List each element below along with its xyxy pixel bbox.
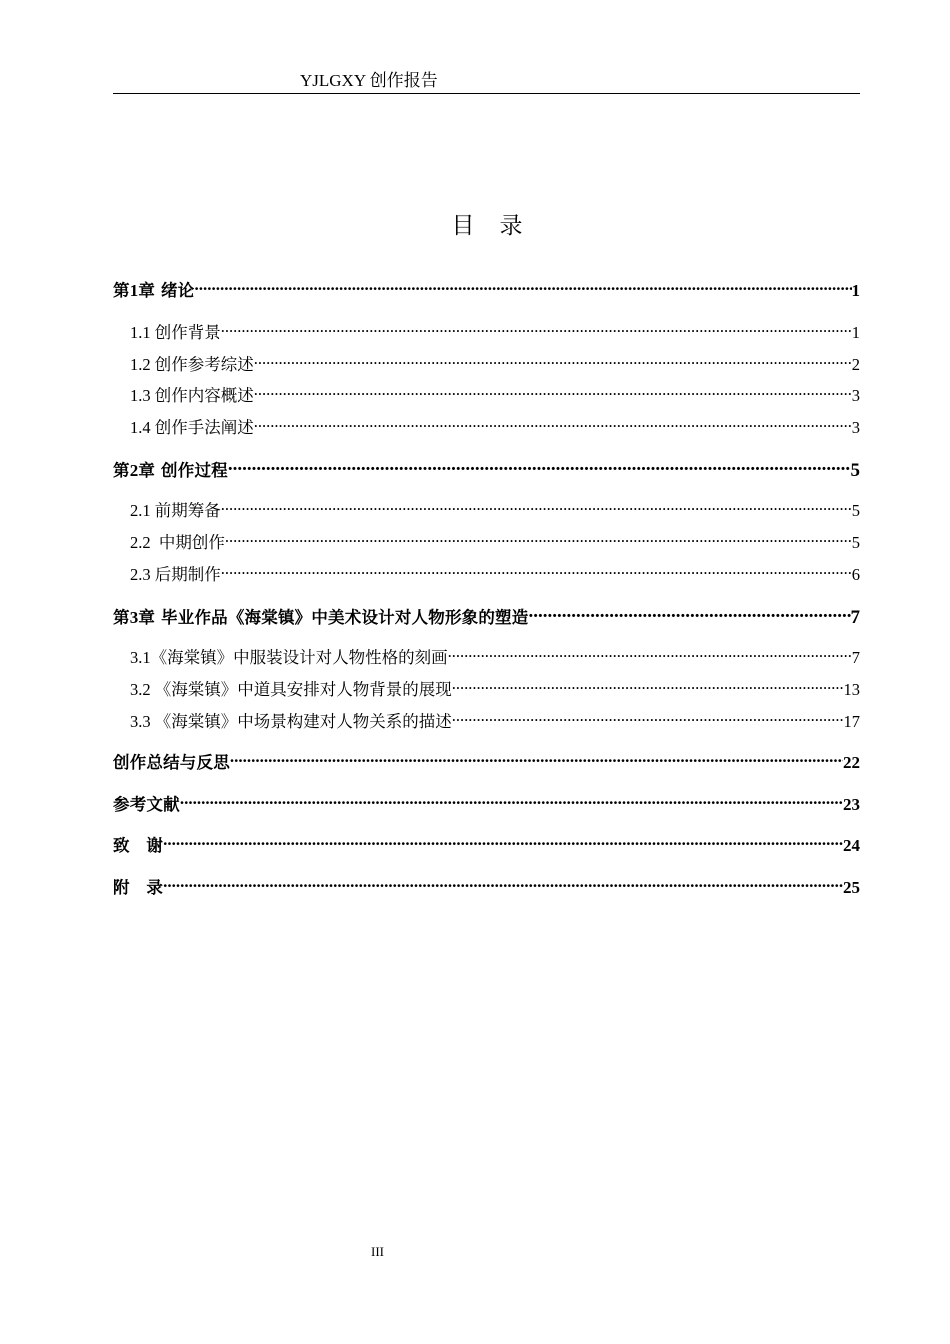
toc-title: 目 录 <box>451 213 524 239</box>
toc-page-number: 5 <box>851 500 860 520</box>
toc-entry-label: 致 谢 <box>113 836 164 855</box>
toc-entry-1-3[interactable] <box>130 384 860 407</box>
toc-entry-acknowledgements[interactable] <box>113 834 860 857</box>
toc-entry-label: 第1章 绪论 <box>113 281 195 300</box>
toc-page-number: 1 <box>851 281 860 300</box>
toc-leader-dots <box>221 499 852 516</box>
toc-entry-3-2[interactable] <box>130 678 860 701</box>
toc-entry-label: 2.1 前期筹备 <box>130 500 221 520</box>
toc-entry-label: 第2章 创作过程 <box>113 461 228 480</box>
toc-entry-references[interactable] <box>113 793 860 816</box>
toc-page-number: 7 <box>851 647 860 667</box>
toc-leader-dots <box>163 834 843 851</box>
toc-leader-dots <box>221 563 852 580</box>
header-title: YJLGXY 创作报告 <box>300 71 438 90</box>
toc-leader-dots <box>254 353 852 370</box>
toc-leader-dots <box>225 531 852 548</box>
toc-page-number: 2 <box>851 354 860 374</box>
toc-entry-label: 1.2 创作参考综述 <box>130 354 254 374</box>
toc-page-number: 24 <box>843 836 860 855</box>
toc-entry-3-3[interactable] <box>130 710 860 733</box>
page-number: III <box>371 1244 384 1259</box>
toc-entry-label: 3.3 《海棠镇》中场景构建对人物关系的描述 <box>130 711 452 731</box>
toc-entry-chapter-3[interactable] <box>113 604 860 629</box>
toc-entry-3-1[interactable] <box>130 646 860 669</box>
toc-entry-appendix[interactable] <box>113 876 860 899</box>
toc-entry-1-1[interactable] <box>130 321 860 344</box>
toc-entry-chapter-1[interactable] <box>113 279 860 302</box>
toc-leader-dots <box>230 751 843 768</box>
toc-page-number: 5 <box>851 532 860 552</box>
toc-leader-dots <box>221 321 852 338</box>
toc-entry-1-4[interactable] <box>130 416 860 439</box>
toc-leader-dots <box>228 457 851 476</box>
toc-page-number: 22 <box>843 753 860 772</box>
toc-entry-label: 2.3 后期制作 <box>130 564 221 584</box>
toc-entry-label: 1.3 创作内容概述 <box>130 385 254 405</box>
toc-page-number: 25 <box>843 878 860 897</box>
toc-page-number: 6 <box>851 564 860 584</box>
toc-entry-label: 创作总结与反思 <box>113 753 230 772</box>
toc-page-number: 23 <box>843 795 860 814</box>
toc-leader-dots <box>528 604 850 623</box>
toc-leader-dots <box>180 793 843 810</box>
toc-entry-label: 3.2 《海棠镇》中道具安排对人物背景的展现 <box>130 679 452 699</box>
toc-entry-1-2[interactable] <box>130 353 860 376</box>
toc-entry-label: 1.1 创作背景 <box>130 322 221 342</box>
toc-page-number: 7 <box>850 607 860 628</box>
toc-leader-dots <box>452 678 844 695</box>
toc-page-number: 13 <box>843 679 860 699</box>
toc-entry-2-2[interactable] <box>130 531 860 554</box>
toc-entry-label: 1.4 创作手法阐述 <box>130 417 254 437</box>
toc-page-number: 3 <box>851 417 860 437</box>
toc-entry-2-3[interactable] <box>130 563 860 586</box>
toc-entry-label: 第3章 毕业作品《海棠镇》中美术设计对人物形象的塑造 <box>113 608 529 627</box>
toc-leader-dots <box>194 279 851 296</box>
toc-page-number: 3 <box>851 385 860 405</box>
toc-leader-dots <box>163 876 843 893</box>
toc-entry-2-1[interactable] <box>130 499 860 522</box>
toc-leader-dots <box>254 384 852 401</box>
toc-entry-label: 2.2 中期创作 <box>130 532 225 552</box>
toc-entry-label: 附 录 <box>113 878 164 897</box>
page-header <box>113 70 860 94</box>
toc-entry-chapter-2[interactable] <box>113 457 860 482</box>
toc-leader-dots <box>254 416 852 433</box>
toc-leader-dots <box>452 710 844 727</box>
toc-leader-dots <box>448 646 852 663</box>
toc-entry-label: 3.1《海棠镇》中服装设计对人物性格的刻画 <box>130 647 448 667</box>
toc-page-number: 17 <box>843 711 860 731</box>
toc-page-number: 1 <box>851 322 860 342</box>
toc-entry-summary[interactable] <box>113 751 860 774</box>
toc-page-number: 5 <box>850 460 860 481</box>
toc-entry-label: 参考文献 <box>113 795 180 814</box>
